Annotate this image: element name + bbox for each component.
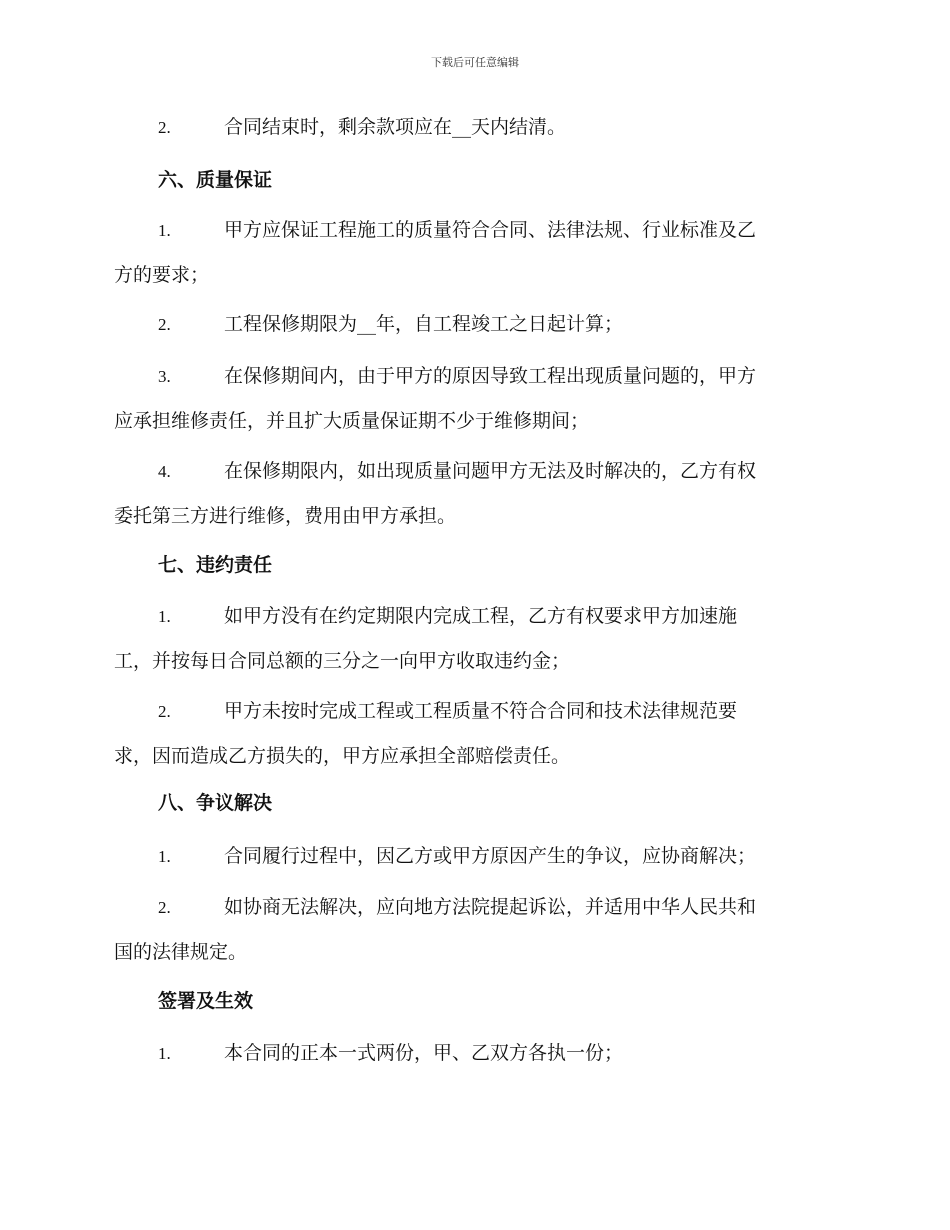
- clause-number: 1.: [158, 221, 171, 240]
- clause-number: 1.: [158, 847, 171, 866]
- clause-6-2: [114, 302, 836, 347]
- clause-7-2: [114, 689, 836, 779]
- clause-text: 合同履行过程中，因乙方或甲方原因产生的争议，应协商解决；: [224, 845, 757, 867]
- section-heading-breach: 七、违约责任: [158, 554, 273, 576]
- clause-text: 本合同的正本一式两份，甲、乙双方各执一份；: [224, 1042, 624, 1064]
- section-heading-quality: 六、质量保证: [158, 169, 273, 191]
- clause-text-cont: 工，并按每日合同总额的三分之一向甲方收取违约金；: [114, 650, 571, 672]
- clause-number: 1.: [158, 1044, 171, 1063]
- clause-7-1: [114, 594, 836, 684]
- clause-5-2: [114, 105, 836, 150]
- clause-text: 如协商无法解决，应向地方法院提起诉讼，并适用中华人民共和: [224, 896, 757, 918]
- clause-text-cont: 求，因而造成乙方损失的，甲方应承担全部赔偿责任。: [114, 745, 571, 767]
- clause-number: 4.: [158, 462, 171, 481]
- clause-text: 甲方应保证工程施工的质量符合合同、法律法规、行业标准及乙: [224, 219, 757, 241]
- clause-number: 2.: [158, 702, 171, 721]
- clause-number: 2.: [158, 898, 171, 917]
- clause-text: 如甲方没有在约定期限内完成工程，乙方有权要求甲方加速施: [224, 605, 738, 627]
- clause-text: 合同结束时，剩余款项应在__天内结清。: [224, 116, 567, 138]
- clause-6-1: [114, 208, 836, 298]
- clause-8-1: [114, 834, 836, 879]
- clause-6-4: [114, 449, 836, 539]
- page-header: 下载后可任意编辑: [431, 56, 519, 69]
- section-heading-dispute: 八、争议解决: [158, 792, 273, 814]
- clause-6-3: [114, 354, 836, 444]
- clause-text: 在保修期间内，由于甲方的原因导致工程出现质量问题的，甲方: [224, 365, 757, 387]
- clause-text-cont: 方的要求；: [114, 264, 210, 286]
- clause-text: 在保修期限内，如出现质量问题甲方无法及时解决的，乙方有权: [224, 460, 757, 482]
- clause-text: 甲方未按时完成工程或工程质量不符合合同和技术法律规范要: [224, 700, 738, 722]
- clause-9-1: [114, 1031, 836, 1076]
- clause-number: 1.: [158, 607, 171, 626]
- clause-text-cont: 国的法律规定。: [114, 941, 248, 963]
- clause-text-cont: 应承担维修责任，并且扩大质量保证期不少于维修期间；: [114, 410, 590, 432]
- clause-text-cont: 委托第三方进行维修，费用由甲方承担。: [114, 505, 457, 527]
- clause-number: 2.: [158, 118, 171, 137]
- clause-number: 3.: [158, 367, 171, 386]
- clause-text: 工程保修期限为__年，自工程竣工之日起计算；: [224, 313, 624, 335]
- clause-8-2: [114, 885, 836, 975]
- section-heading-signing: 签署及生效: [158, 990, 254, 1012]
- clause-number: 2.: [158, 315, 171, 334]
